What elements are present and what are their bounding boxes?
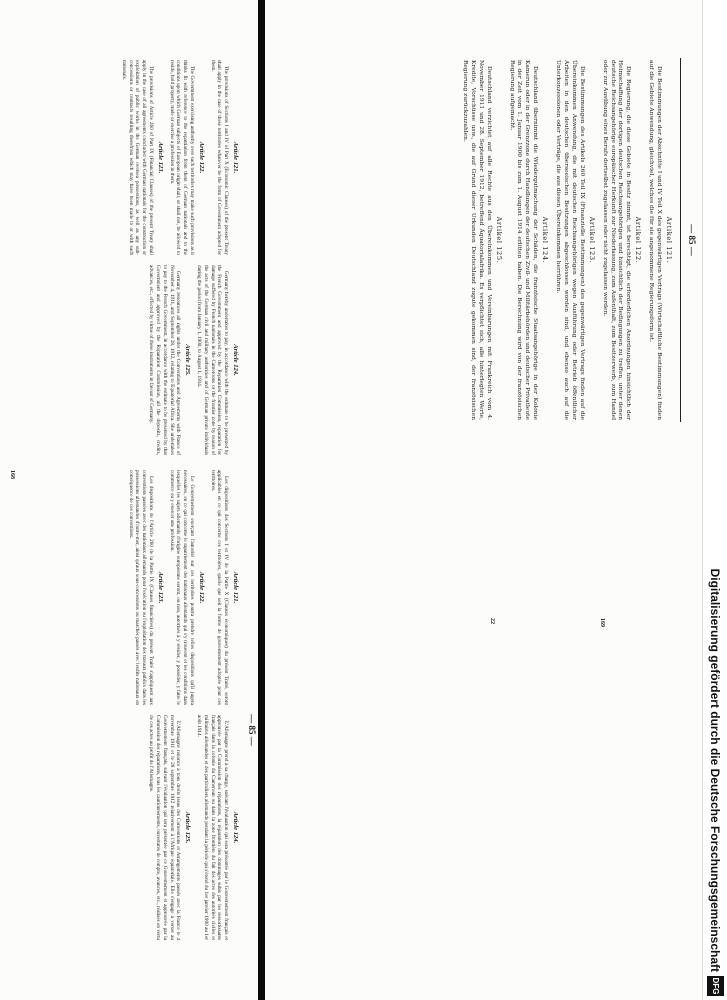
- funding-note: Digitalisierung gefördert durch die Deutsche Forschungsgemeinschaft: [708, 568, 722, 972]
- top-page-rule: [680, 58, 681, 422]
- article-title: Article 123.: [156, 141, 164, 174]
- article-text: Les dispositions de l'Article 260 de la Partie IX (Clauses financières) du présent Traité s'appliquent aux conventions passées avec des nationaux allemands pour l'exécution ou l'exploitation des travaux publics dans les possessions allemandes d'outre-mer, ainsi qu'aux sous-concessions ou marchés passés avec lesdits nationaux en conséquence de ces conventions.: [127, 470, 155, 705]
- dfg-logo: DFG: [707, 976, 724, 996]
- article-title: Article 124.: [232, 811, 239, 844]
- article-title: Article 121.: [232, 571, 239, 604]
- article-text: Die Bestimmungen der Abschnitte I und IV Teil X des gegenwärtigen Vertrags (Wirtschaftliche Bestimmungen) finden auf die Gebiete Anwendung, gleichviel, welches die für sie angenommene Regierungsform ist.: [648, 60, 663, 420]
- page-fold-bar: [258, 0, 265, 1000]
- top-page-german-column: [457, 60, 677, 420]
- bottom-page-english-column: [117, 60, 243, 255]
- article-title: Article 124.: [232, 344, 239, 376]
- article-text: Germany hereby undertakes to pay, in accordance with the estimate to be presented by the French Government and approved by the Reparation Commission, reparation for damage suffered by French nationals in the Cameroons or the frontier zone by reason of the acts of the German civil and military authorities and of German private individuals during the period from January 1, 1900, to August 1, 1914.: [196, 265, 230, 455]
- article-title: Article 125.: [184, 811, 192, 844]
- article-title: Article 122.: [197, 141, 205, 174]
- article-text: Deutschland verzichtet auf alle Rechte aus den Übereinkommen und Vereinbarungen mit Frankreich vom 4. November 1911 und 28. September 1912, betreffend Äquatorialafrika. Es verpflichtet sich, alle hinterlegten Werte, Kredite, Vorschüsse usw., die auf Grund dieser Urkunden Deutschland zugute gekommen sind, der französischen Regierung zurückzuzahlen.: [462, 60, 492, 420]
- article-text: Le Gouvernement exerçant l'autorité sur ces territoires pourra prendre telles dispositions qu'il jugera nécessaires, en ce qui concerne le rapatriement des nationaux allemands qui s'y trouvent et les conditions dans lesquelles les sujets allemands d'origine européenne seront, ou non, autorisés à y résider, y posséder, y faire le commerce ou y exercer une profession.: [168, 470, 196, 705]
- article-text: L'Allemagne prend à sa charge, suivant l'évaluation qui sera présentée par le Gouvernement français et approuvée par la Commission des réparations, la réparation des dommages subis par les ressortissants français dans la colonie du Cameroun ou dans la zone frontière du fait des actes des autorités civiles et militaires allemandes et des particuliers allemands pendant la période qui s'étend du 1er janvier 1900 au 1er août 1914.: [196, 715, 230, 940]
- article-text: Die Regierung, die diese Gebiete in Besitz nimmt, ist berechtigt, die erforderlichen Anordnungen hinsichtlich der Heimschaffung der dortigen deutschen Reichsangehörigen und hinsichtlich der Bedingungen zu treffen, unter denen deutsche Reichsangehörige europäischer Herkunft zur Niederlassung, zum Aufenthalt, zum Besitzerwerb, zum Handel oder zur Ausübung eines Berufs dortselbst zugelassen oder nicht zugelassen werden.: [601, 60, 632, 420]
- article-text: The provisions of Article 260 of Part IX (Financial Clauses) of the present Treaty shall apply in the case of all agreements concluded with German nationals for the construction or exploitation of public works in the German oversea possessions, as well as any sub-concessions or contracts resulting therefrom which may have been made to or with such nationals.: [120, 60, 155, 255]
- article-text: Die Bestimmungen des Artikels 260 Teil IX (Finanzielle Bestimmungen) des gegenwärtigen Vertrags finden auf die Übereinkommen Anwendung, die mit deutschen Reichsangehörigen wegen Ausführung oder Betrieb öffentlicher Arbeiten in den deutschen überseeischen Besitzungen abgeschlossen worden sind, und ebenso auch auf die Unterkonzessionen oder Verträge, die aus diesen Übereinkommen herrühren.: [555, 60, 585, 420]
- article-title: Artikel 125.: [494, 216, 503, 264]
- article-title: Artikel 123.: [587, 216, 596, 264]
- bottom-page-footer: 168: [9, 470, 15, 479]
- article-text: Deutschland übernimmt die Wiedergutmachung der Schäden, die französische Staatsangehörige in der Kolonie Kamerun oder in der Grenzzone durch Handlungen der deutschen Zivil- und Militärbehörden und deutscher Privatleute in der Zeit vom 1. Januar 1900 bis zum 1. August 1914 erlitten haben. Die Berechnung wird von der französischen Regierung aufgemacht.: [508, 60, 539, 420]
- bottom-page-english-column-continued: [144, 265, 243, 455]
- article-text: L'Allemagne renonce à tous droits issus des Conventions et Arrangements passés avec la France le 4 novembre 1911 et le 28 septembre 1912 relativement à l'Afrique équatoriale. Elle s'engage à verser au Gouvernement français, suivant l'évaluation qui sera présentée par ce Gouvernement et approuvée par la Commission des réparations, tous les cautionnements, ouvertures de compte, avances, etc., réalisés en vertu de ces actes au profit de l'Allemagne.: [148, 715, 182, 940]
- article-title: Article 121.: [232, 141, 239, 174]
- top-page-footer-right: 22: [489, 618, 495, 624]
- article-title: Article 125.: [184, 344, 192, 376]
- article-title: Artikel 124.: [541, 216, 550, 264]
- article-title: Artikel 121.: [665, 216, 673, 264]
- article-title: Article 123.: [156, 571, 164, 604]
- article-text: Les dispositions des Sections I et IV de la Partie X (Clauses économiques) du présent Traité, seront applicables en ce qui concerne ces territoires, quelle que soit la forme de gouvernement adoptée pour ces territoires.: [209, 470, 230, 705]
- top-page-footer-left: 169: [599, 618, 605, 627]
- funding-sidebar: [702, 0, 727, 1000]
- article-text: Germany renounces all rights under the Conventions and Agreements with France of November 4, 1911, and September 28, 1912, relating to Equatorial Africa. She undertakes to pay to the French Government, in accordance with the estimate to be presented by that Government and approved by the Reparation Commission, all the deposits, credits, advances, etc., effected by virtue of these instruments in favour of Germany.: [148, 265, 182, 455]
- bottom-page-number: — 85 —: [247, 714, 257, 746]
- article-title: Artikel 122.: [634, 216, 643, 264]
- bottom-page-french-column: [124, 470, 243, 705]
- article-text: The provisions of Sections I and IV of Part X (Economic Clauses) of the present Treaty shall apply in the case of these territories whatever be the form of Government adopted for them.: [209, 60, 230, 255]
- article-text: The Government exercising authority over such territories may make such provisions as it thinks fit with reference to the repatriation from them of German nationals and to the conditions upon which German subjects of European origin shall, or shall not, be allowed to reside, hold property, trade or exercise a profession in them.: [168, 60, 196, 255]
- top-page-number: — 85 —: [687, 224, 697, 256]
- article-title: Article 122.: [197, 571, 205, 604]
- bottom-page-french-column-continued: [144, 715, 243, 940]
